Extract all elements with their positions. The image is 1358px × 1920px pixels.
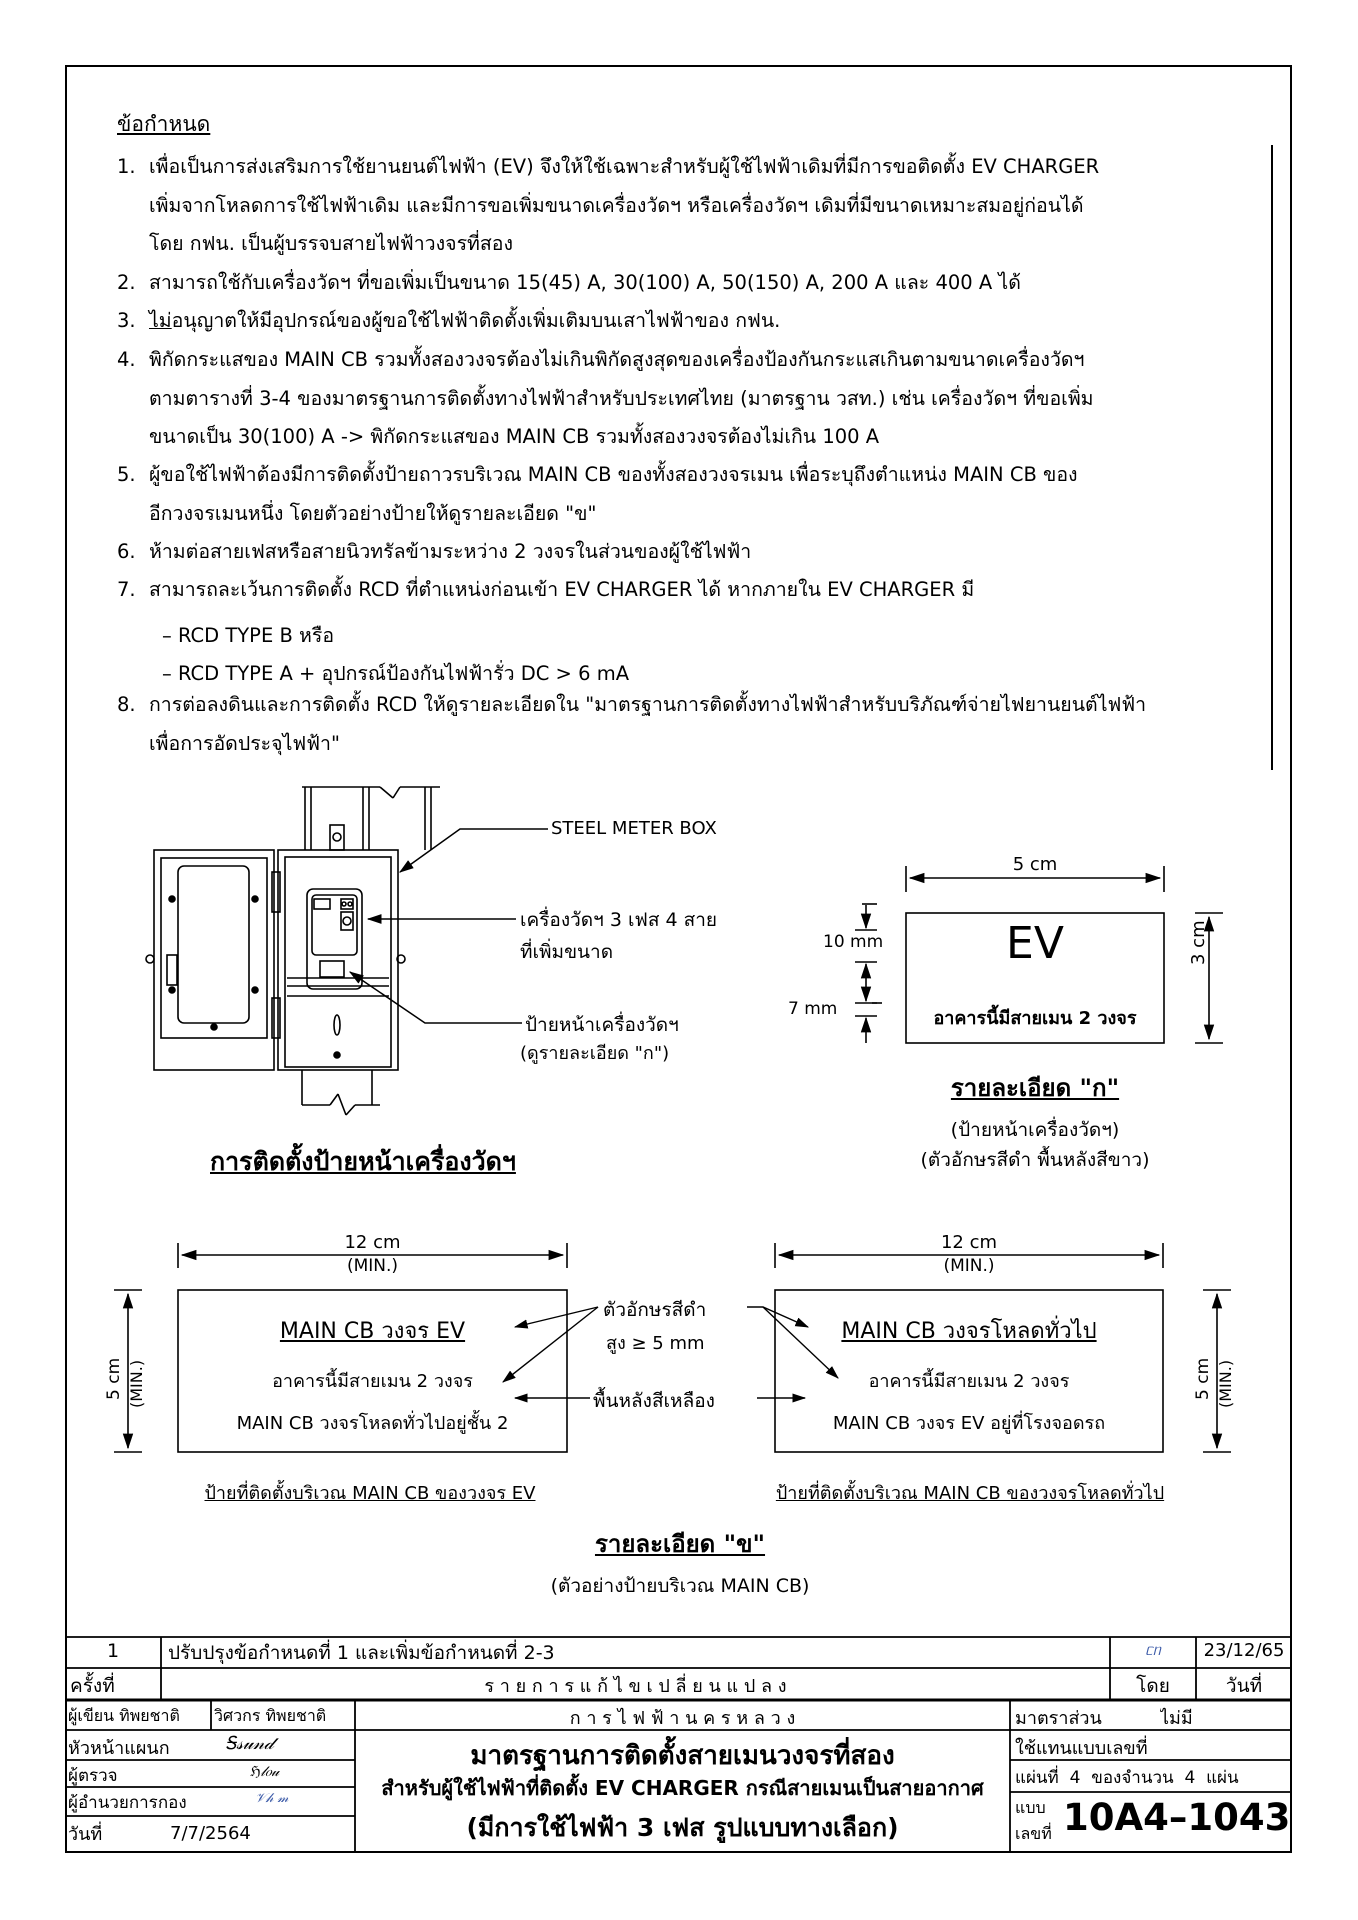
detail-a-sub-2: (ตัวอักษรสีดำ พื้นหลังสีขาว) <box>920 1149 1150 1171</box>
revision-date: 23/12/65 <box>1203 1640 1285 1661</box>
checker-label: ผู้ตรวจ <box>68 1766 118 1786</box>
right-sign-line-1: MAIN CB วงจรโหลดทั่วไป <box>841 1319 1097 1344</box>
detail-a-width-dim: 5 cm <box>1012 854 1058 875</box>
sheet-info: แผ่นที่ 4 ของจำนวน 4 แผ่น <box>1015 1768 1239 1788</box>
note-7: 7. สามารถละเว้นการติดตั้ง RCD ที่ตำแหน่งก่อนเข้า EV CHARGER ได้ หากภายใน EV CHARGER มี <box>117 578 975 601</box>
right-sign-height-dim: 5 cm <box>1193 1357 1213 1400</box>
drawing-number-label-2: เลขที่ <box>1015 1824 1052 1843</box>
sign-label-line-2: (ดูรายละเอียด "ก") <box>520 1043 670 1064</box>
note-8: 8. การต่อลงดินและการติดตั้ง RCD ให้ดูรายละเอียดใน "มาตรฐานการติดตั้งทางไฟฟ้าสำหรับบริภัณฑ์จ่ายไฟยานยนต์ไฟฟ้า เพื่อการอัดประจุไฟฟ้า" <box>117 693 1147 755</box>
note-1: 1. เพื่อเป็นการส่งเสริมการใช้ยานยนต์ไฟฟ้า (EV) จึงให้ใช้เฉพาะสำหรับผู้ใช้ไฟฟ้าเดิมที่มีการขอติดตั้ง EV CHARGER เพิ่มจากโหลดการใช้ไฟฟ้าเดิม และมีการขอเพิ่มขนาดเครื่องวัดฯ หรือเครื่องวัดฯ เดิมที่มีขนาดเหมาะสมอยู่ก่อนได้ โดย กฟน. เป็นผู้บรรจบสายไฟฟ้าวงจรที่สอง <box>117 155 1100 255</box>
detail-b-title: รายละเอียด "ข" <box>594 1530 766 1558</box>
drawing-title-line-2: สำหรับผู้ใช้ไฟฟ้าที่ติดตั้ง EV CHARGER กรณีสายเมนเป็นสายอากาศ <box>381 1776 984 1800</box>
left-sign-height-min: (MIN.) <box>127 1359 146 1408</box>
engineer: วิศวกร ทิพยชาติ <box>214 1706 327 1725</box>
callout-text-height: สูง ≥ 5 mm <box>606 1333 705 1354</box>
date-value: 7/7/2564 <box>170 1823 251 1844</box>
right-sign-height-min: (MIN.) <box>1216 1359 1235 1408</box>
note-7-sub-2: – RCD TYPE A + อุปกรณ์ป้องกันไฟฟ้ารั่ว DC > 6 mA <box>162 662 630 685</box>
writer: ผู้เขียน ทิพยชาติ <box>68 1706 180 1725</box>
note-2: 2. สามารถใช้กับเครื่องวัดฯ ที่ขอเพิ่มเป็นขนาด 15(45) A, 30(100) A, 50(150) A, 200 A และ 400 A ได้ <box>117 271 1021 294</box>
left-sign-caption: ป้ายที่ติดตั้งบริเวณ MAIN CB ของวงจร EV <box>204 1483 536 1504</box>
director-signature: 𝒱𝒽 𝓂 <box>255 1791 289 1806</box>
right-sign-width-dim: 12 cm <box>940 1232 998 1253</box>
director-label: ผู้อำนวยการกอง <box>68 1793 187 1813</box>
callout-text-color: ตัวอักษรสีดำ <box>603 1299 707 1321</box>
left-sign-line-1: MAIN CB วงจร EV <box>279 1319 466 1344</box>
revision-date-header: วันที่ <box>1225 1675 1263 1697</box>
right-sign-line-3: MAIN CB วงจร EV อยู่ที่โรงจอดรถ <box>832 1413 1106 1434</box>
detail-a-height-dim: 3 cm <box>1188 920 1209 965</box>
checker-signature: ℌ𝓁𝑜𝓊 <box>250 1764 280 1780</box>
meter-label-line-2: ที่เพิ่มขนาด <box>520 941 614 963</box>
revision-description: ปรับปรุงข้อกำหนดที่ 1 และเพิ่มข้อกำหนดที่ 2-3 <box>168 1642 555 1664</box>
steel-meter-box-label: STEEL METER BOX <box>551 818 717 839</box>
requirements-heading: ข้อกำหนด <box>117 112 211 136</box>
meter-diagram-caption: การติดตั้งป้ายหน้าเครื่องวัดฯ <box>210 1147 516 1176</box>
sign-label-line-1: ป้ายหน้าเครื่องวัดฯ <box>525 1014 679 1036</box>
detail-a-sub-1: (ป้ายหน้าเครื่องวัดฯ) <box>950 1119 1120 1141</box>
drawing-number-label-1: แบบ <box>1015 1798 1046 1817</box>
left-sign-height-dim: 5 cm <box>104 1357 124 1400</box>
left-sign-line-3: MAIN CB วงจรโหลดทั่วไปอยู่ชั้น 2 <box>236 1413 509 1434</box>
detail-a-7mm: 7 mm <box>788 999 838 1019</box>
section-head-label: หัวหน้าแผนก <box>68 1738 170 1759</box>
revision-number: 1 <box>106 1640 120 1662</box>
drawing-title-line-3: (มีการใช้ไฟฟ้า 3 เฟส รูปแบบทางเลือก) <box>466 1813 899 1842</box>
note-7-sub-1: – RCD TYPE B หรือ <box>162 624 335 647</box>
left-sign-width-min: (MIN.) <box>346 1256 399 1276</box>
ev-sign-subtext: อาคารนี้มีสายเมน 2 วงจร <box>933 1008 1137 1029</box>
scale-value: ไม่มี <box>1160 1708 1193 1729</box>
note-6: 6. ห้ามต่อสายเฟสหรือสายนิวทรัลข้ามระหว่าง 2 วงจรในส่วนของผู้ใช้ไฟฟ้า <box>117 540 752 563</box>
ev-sign-text: EV <box>1006 918 1064 969</box>
drawing-title-line-1: มาตรฐานการติดตั้งสายเมนวงจรที่สอง <box>470 1741 895 1771</box>
revision-by-header: โดย <box>1136 1675 1170 1697</box>
detail-b-sub: (ตัวอย่างป้ายบริเวณ MAIN CB) <box>550 1575 810 1597</box>
callout-background: พื้นหลังสีเหลือง <box>593 1390 715 1412</box>
meter-label-line-1: เครื่องวัดฯ 3 เฟส 4 สาย <box>520 909 718 931</box>
replaces-label: ใช้แทนแบบเลขที่ <box>1015 1738 1148 1759</box>
date-label: วันที่ <box>68 1824 103 1845</box>
right-sign-width-min: (MIN.) <box>943 1256 995 1276</box>
left-sign-width-dim: 12 cm <box>344 1232 401 1253</box>
note-3: 3. ไม่อนุญาตให้มีอุปกรณ์ของผู้ขอใช้ไฟฟ้าติดตั้งเพิ่มเติมบนเสาไฟฟ้าของ กฟน. <box>117 309 781 332</box>
drawing-number: 10A4–1043 <box>1063 1796 1291 1839</box>
left-sign-line-2: อาคารนี้มีสายเมน 2 วงจร <box>272 1371 473 1392</box>
detail-a-title: รายละเอียด "ก" <box>950 1074 1120 1102</box>
right-sign-line-2: อาคารนี้มีสายเมน 2 วงจร <box>868 1371 1070 1392</box>
note-5: 5. ผู้ขอใช้ไฟฟ้าต้องมีการติดตั้งป้ายถาวรบริเวณ MAIN CB ของทั้งสองวงจรเมน เพื่อระบุถึงตำแหน่ง MAIN CB ของ อีกวงจรเมนหนึ่ง โดยตัวอย่างป้ายให้ดูรายละเอียด "ข" <box>117 463 1078 525</box>
revision-desc-header: ร า ย ก า ร แ ก้ ไ ข เ ป ลี่ ย น แ ป ล ง <box>484 1676 787 1697</box>
revision-no-header: ครั้งที่ <box>70 1675 115 1697</box>
revision-by-signature: ᥴᥒ <box>1145 1641 1161 1659</box>
section-head-signature: Ꭶ𝓈𝓊𝓃𝒹 <box>225 1733 274 1754</box>
note-4: 4. พิกัดกระแสของ MAIN CB รวมทั้งสองวงจรต้องไม่เกินพิกัดสูงสุดของเครื่องป้องกันกระแสเกินตามขนาดเครื่องวัดฯ ตามตารางที่ 3-4 ของมาตรฐานการติดตั้งทางไฟฟ้าสำหรับประเทศไทย (มาตรฐาน วสท.) เช่น เครื่องวัดฯ ที่ขอเพิ่ม ขนาดเป็น 30(100) A -> พิกัดกระแสของ MAIN CB รวมทั้งสองวงจรต้องไม่เกิน 100 A <box>117 348 1094 448</box>
right-sign-caption: ป้ายที่ติดตั้งบริเวณ MAIN CB ของวงจรโหลดทั่วไป <box>775 1483 1165 1504</box>
scale-label: มาตราส่วน <box>1015 1708 1102 1729</box>
detail-a-10mm: 10 mm <box>823 932 884 952</box>
organization-name: ก า ร ไ ฟ ฟ้ า น ค ร ห ล ว ง <box>569 1708 796 1729</box>
